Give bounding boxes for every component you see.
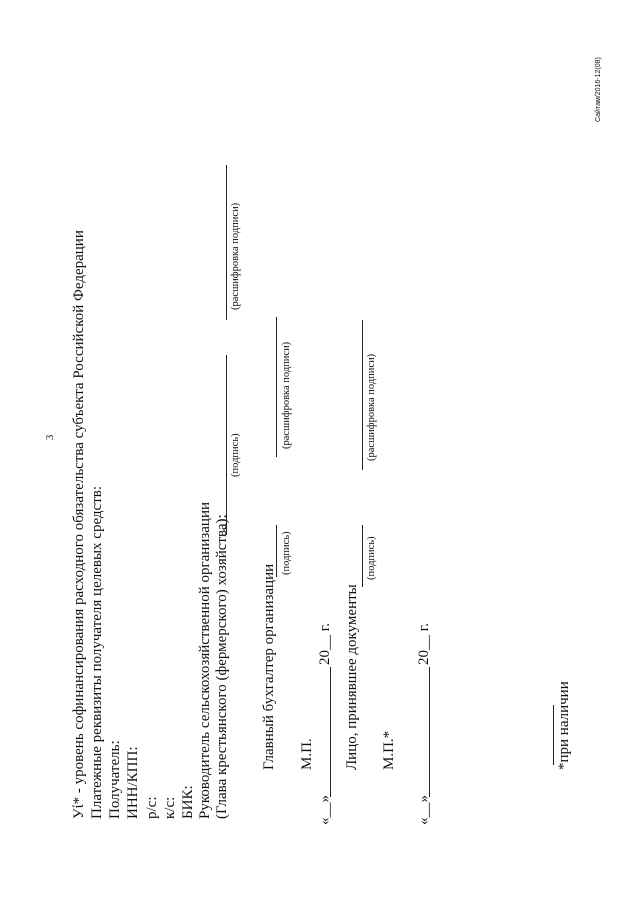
head-title-2: (Глава крестьянского (фермерского) хозяйства): (214, 514, 230, 819)
head-decode-line (226, 165, 227, 320)
footnote: *при наличии (556, 681, 572, 770)
head-title-1: Руководитель сельскохозяйственной организации (197, 501, 213, 819)
receiver-date-open: «__» (416, 795, 432, 825)
receiver-date-year: 20__ г. (416, 623, 432, 665)
receiver-decode-line (362, 320, 363, 470)
receiver-title: Лицо, принявшее документы (344, 584, 360, 770)
receiver-date-line (429, 667, 430, 797)
accountant-decode-line (276, 317, 277, 457)
receiver-sign-caption: (подпись) (366, 536, 377, 580)
receiver-mp: М.П.* (381, 730, 397, 770)
header-line-1: Уί* - уровень софинансирования расходного обязательства субъекта Российской Федерации (71, 230, 87, 819)
header-line-2: Платежные реквизиты получателя целевых средств: (89, 486, 105, 819)
requisite-bik: БИК: (180, 785, 196, 819)
accountant-date-year: 20__ г. (317, 623, 333, 665)
footnote-line (553, 705, 554, 765)
head-decode-caption: (расшифровка подписи) (230, 202, 241, 310)
receiver-decode-caption: (расшифровка подписи) (366, 353, 377, 461)
page-number: 3 (45, 434, 56, 440)
accountant-sign-line (276, 525, 277, 577)
requisite-ks: к/с: (162, 796, 178, 819)
accountant-decode-caption: (расшифровка подписи) (281, 341, 292, 449)
requisite-inn-kpp: ИНН/КПП: (125, 746, 141, 819)
accountant-mp: М.П. (299, 738, 315, 770)
margin-note: Сайтам/2016-12(08) (595, 57, 602, 122)
head-sign-caption: (подпись) (230, 433, 241, 477)
accountant-date-line (330, 667, 331, 797)
receiver-sign-line (362, 525, 363, 587)
accountant-date-open: «__» (317, 795, 333, 825)
requisite-recipient: Получатель: (107, 740, 123, 819)
accountant-title: Главный бухгалтер организации (261, 563, 277, 770)
requisite-rs: р/с: (144, 796, 160, 819)
accountant-sign-caption: (подпись) (281, 531, 292, 575)
head-sign-line (226, 355, 227, 535)
